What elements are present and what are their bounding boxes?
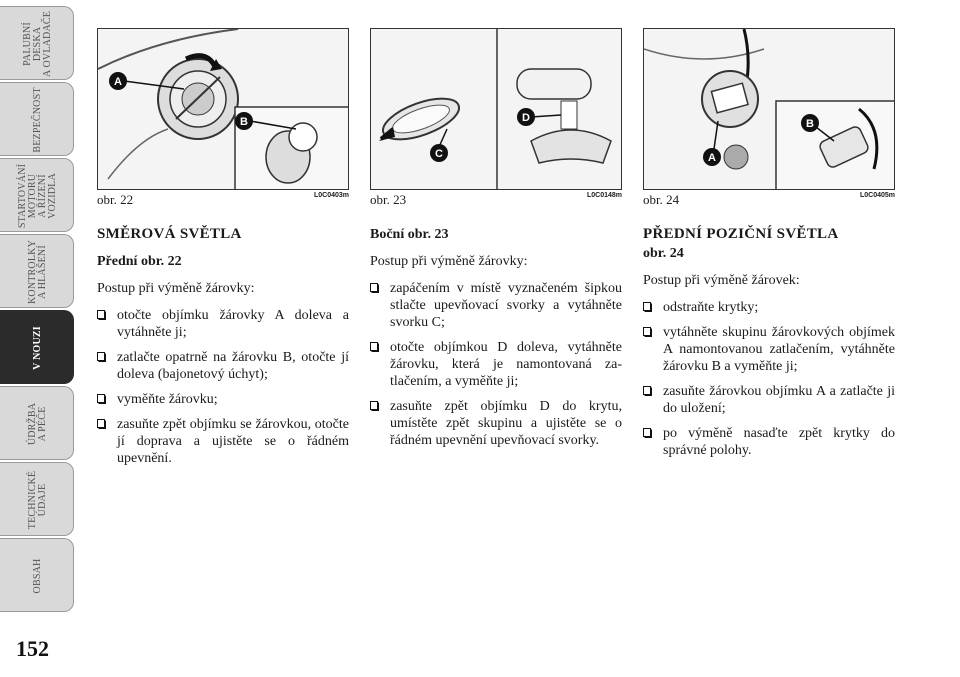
tab-label: BEZPEČNOST bbox=[32, 87, 43, 153]
checkbox-bullet-icon bbox=[97, 310, 106, 320]
caption-text: obr. 22 bbox=[97, 192, 134, 207]
subheading: Přední obr. 22 bbox=[97, 254, 182, 269]
checkbox-bullet-icon bbox=[370, 283, 379, 293]
list-item bbox=[643, 324, 895, 375]
list-item-text: odstraňte krytky; bbox=[663, 300, 759, 315]
figure-code: L0C0403m bbox=[313, 192, 349, 199]
tab-safety[interactable] bbox=[0, 82, 74, 156]
checkbox-bullet-icon bbox=[370, 342, 379, 352]
tab-technical-data[interactable] bbox=[0, 462, 74, 536]
text-column-1 bbox=[97, 220, 349, 475]
page-number: 152 bbox=[16, 636, 49, 661]
list-item-text: zapáčením v místě vyznačeném šipkou stlačte upevňovací svorky a vytáhněte svorku C; bbox=[390, 281, 622, 330]
list-item bbox=[97, 307, 349, 341]
callout-label: D bbox=[522, 112, 530, 124]
list-item-text: zasuňte zpět objímku D do krytu, umístěte zpět skupinu a ujistěte se o řádném upevnění upevňovací svorky. bbox=[390, 399, 622, 448]
tab-label: ÚDRŽBA A PÉČE bbox=[27, 402, 48, 446]
figure-22-illustration bbox=[98, 29, 349, 190]
tab-label: TECHNICKÉ ÚDAJE bbox=[27, 470, 48, 530]
tab-label: PALUBNÍ DESKA A OVLADAČE bbox=[22, 10, 53, 78]
list-item-text: otočte objímku žárovky A doleva a vytáhněte ji; bbox=[117, 308, 349, 340]
checkbox-bullet-icon bbox=[643, 327, 652, 337]
figure-24 bbox=[643, 28, 895, 190]
list-item bbox=[643, 383, 895, 417]
checkbox-bullet-icon bbox=[643, 302, 652, 312]
figure-23 bbox=[370, 28, 622, 190]
list-item bbox=[97, 391, 349, 408]
section-heading: SMĚROVÁ SVĚTLA bbox=[97, 226, 242, 242]
checkbox-bullet-icon bbox=[97, 394, 106, 404]
callout-label: A bbox=[114, 76, 122, 88]
checkbox-bullet-icon bbox=[97, 419, 106, 429]
list-item bbox=[643, 299, 895, 316]
list-item-text: zasuňte zpět objímku se žárovkou, otočte jí doprava a ujistěte se o řádném upevnění. bbox=[117, 417, 349, 466]
tab-contents[interactable] bbox=[0, 538, 74, 612]
tab-dashboard[interactable] bbox=[0, 6, 74, 80]
caption-text: obr. 23 bbox=[370, 192, 407, 207]
chapter-tabs bbox=[0, 6, 74, 614]
figure-caption bbox=[97, 192, 349, 208]
checkbox-bullet-icon bbox=[370, 401, 379, 411]
list-item-text: po výměně nasaďte zpět krytky do správné polohy. bbox=[663, 426, 895, 458]
list-item-text: vyměňte žárovku; bbox=[117, 392, 218, 407]
caption-text: obr. 24 bbox=[643, 192, 680, 207]
callout-label: C bbox=[435, 148, 443, 160]
callout-label: B bbox=[806, 118, 814, 130]
list-item bbox=[643, 425, 895, 459]
list-item-text: zatlačte opatrně na žárovku B, otočte jí doleva (bajonetový úchyt); bbox=[117, 350, 349, 382]
tab-label: STARTOVÁNÍ MOTORU A ŘÍZENÍ VOZIDLA bbox=[17, 163, 58, 229]
intro-text: Postup při výměně žárovky: bbox=[370, 254, 528, 269]
list-item-text: vytáhněte skupinu žárovkových objímek A namontovanou zatlačením, vytáhněte žárovku B a vyměňte ji; bbox=[663, 325, 895, 374]
figure-caption bbox=[643, 192, 895, 208]
text-column-3 bbox=[643, 220, 895, 467]
tab-label: KONTROLKY A HLÁŠENÍ bbox=[27, 239, 48, 305]
figure-24-illustration bbox=[644, 29, 895, 190]
checkbox-bullet-icon bbox=[643, 428, 652, 438]
tab-emergency[interactable] bbox=[0, 310, 74, 384]
list-item bbox=[370, 339, 622, 390]
callout-label: A bbox=[708, 152, 716, 164]
subheading: Boční obr. 23 bbox=[370, 227, 449, 242]
figure-code: L0C0405m bbox=[859, 192, 895, 199]
figure-caption bbox=[370, 192, 622, 208]
list-item bbox=[97, 416, 349, 467]
tab-warning-lights[interactable] bbox=[0, 234, 74, 308]
checkbox-bullet-icon bbox=[97, 352, 106, 362]
list-item bbox=[370, 398, 622, 449]
figure-23-illustration bbox=[371, 29, 622, 190]
list-item-text: zasuňte žárovkou objímku A a zatlačte ji do uložení; bbox=[663, 384, 895, 416]
tab-starting-driving[interactable] bbox=[0, 158, 74, 232]
figure-code: L0C0148m bbox=[586, 192, 622, 199]
list-item bbox=[97, 349, 349, 383]
subheading: obr. 24 bbox=[643, 246, 684, 261]
figure-22 bbox=[97, 28, 349, 190]
list-item-text: otočte objímkou D doleva, vytáhněte žárovku, která je namontovaná zatlačením, a vyměňte ji; bbox=[390, 340, 622, 389]
section-heading: PŘEDNÍ POZIČNÍ SVĚTLA bbox=[643, 226, 839, 242]
intro-text: Postup při výměně žárovky: bbox=[97, 281, 255, 296]
text-column-2 bbox=[370, 220, 622, 457]
checkbox-bullet-icon bbox=[643, 386, 652, 396]
intro-text: Postup při výměně žárovek: bbox=[643, 273, 800, 288]
tab-label: OBSAH bbox=[32, 558, 43, 594]
tab-maintenance[interactable] bbox=[0, 386, 74, 460]
callout-label: B bbox=[240, 116, 248, 128]
tab-label: V NOUZI bbox=[32, 326, 43, 370]
list-item bbox=[370, 280, 622, 331]
